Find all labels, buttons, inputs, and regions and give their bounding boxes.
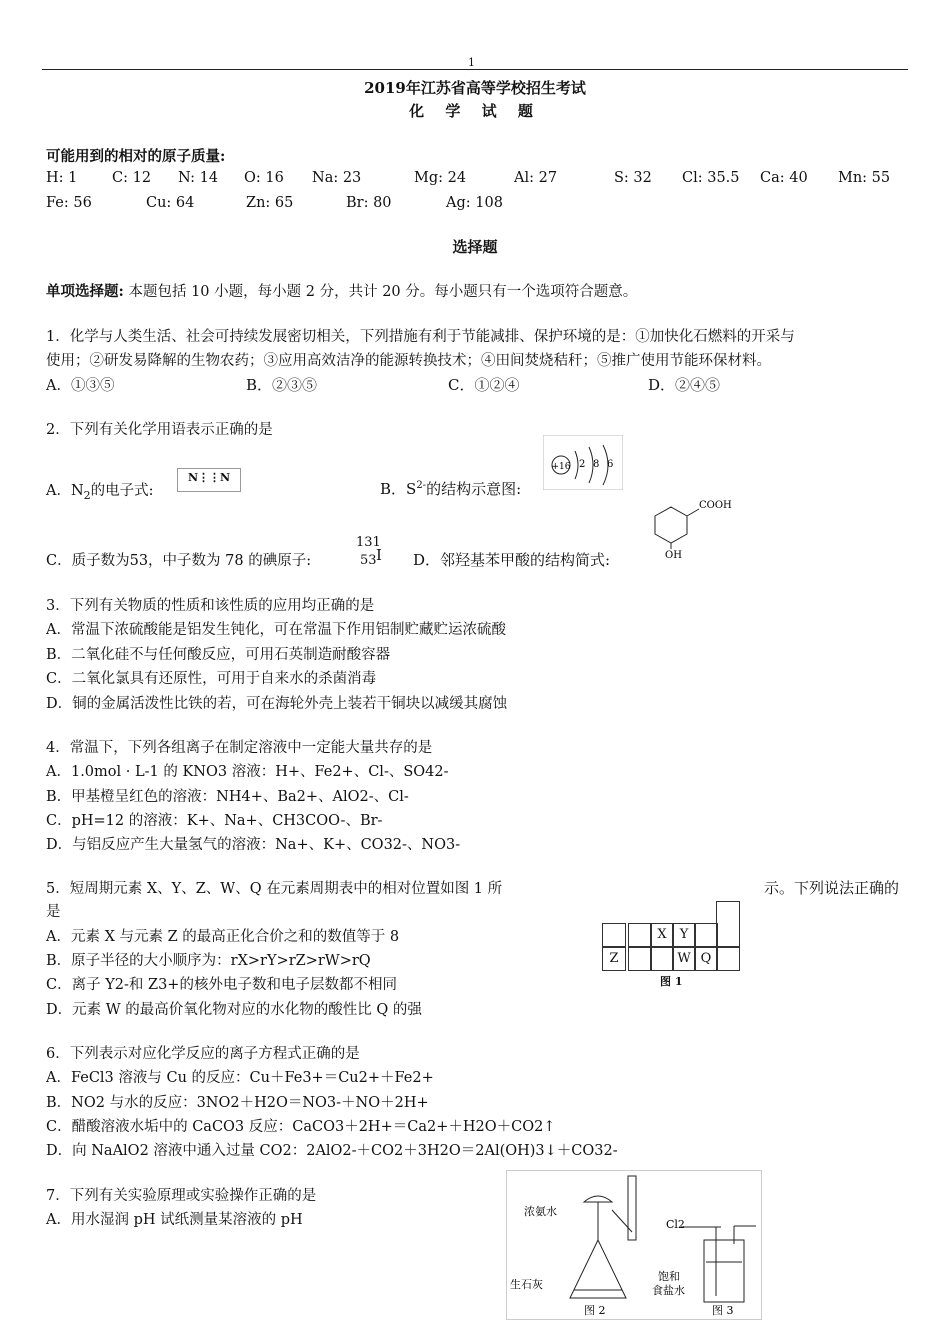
- atomic-mass-entry: C: 12: [112, 170, 152, 186]
- q3-option-a: A．常温下浓硫酸能是铝发生钝化，可在常温下作用铝制贮藏贮运浓硫酸: [46, 622, 506, 638]
- atomic-mass-entry: Al: 27: [514, 170, 558, 186]
- cell-z: Z: [602, 947, 626, 971]
- single-choice-desc: 本题包括 10 小题，每小题 2 分，共计 20 分。每小题只有一个选项符合题意。: [128, 284, 638, 300]
- q3-option-d: D．铜的金属活泼性比铁的若，可在海轮外壳上装若干铜块以减缓其腐蚀: [46, 696, 508, 712]
- q2-a-suffix: 的电子式:: [90, 483, 154, 499]
- q5-option-c: C．离子 Y2-和 Z3+的核外电子数和电子层数都不相同: [46, 977, 397, 993]
- q3-option-c: C．二氧化氯具有还原性，可用于自来水的杀菌消毒: [46, 671, 377, 687]
- fig2-bottom-label: 生石灰: [510, 1278, 543, 1291]
- q4-option-d: D．与铝反应产生大量氢气的溶液：Na+、K+、CO32-、NO3-: [46, 837, 461, 853]
- q1-option-c: C．①②④: [448, 376, 520, 394]
- q6-option-b: B．NO2 与水的反应：3NO2＋H2O＝NO3-＋NO＋2H+: [46, 1095, 429, 1111]
- atomic-mass-entry: Zn: 65: [246, 195, 294, 211]
- q5-stem-left: 5．短周期元素 X、Y、Z、W、Q 在元素周期表中的相对位置如图 1 所: [46, 881, 503, 897]
- q2-b-sup: 2-: [416, 480, 427, 491]
- atomic-mass-entry: Cl: 35.5: [682, 170, 740, 186]
- cell-x: X: [650, 923, 674, 947]
- header-rule: [42, 69, 908, 70]
- iodine-mass-number: 131: [356, 535, 381, 550]
- atomic-mass-entry: S: 32: [614, 170, 652, 186]
- experiment-figures-2-3: [506, 1170, 762, 1320]
- periodic-table-figure: [580, 893, 750, 990]
- q5-option-a: A．元素 X 与元素 Z 的最高正化合价之和的数值等于 8: [46, 929, 400, 945]
- diagram-nucleus: +16: [551, 462, 571, 472]
- iodine-atomic-number: 53: [360, 553, 377, 568]
- atomic-mass-entry: Mn: 55: [838, 170, 891, 186]
- shell-1: 2: [579, 459, 586, 470]
- q4-stem: 4．常温下，下列各组离子在制定溶液中一定能大量共存的是: [46, 740, 433, 756]
- q6-option-a: A．FeCl3 溶液与 Cu 的反应：Cu＋Fe3+＝Cu2+＋Fe2+: [46, 1070, 434, 1086]
- salicylic-acid-structure: [643, 495, 733, 560]
- q2-option-c: C．质子数为53，中子数为 78 的碘原子:: [46, 553, 312, 569]
- q6-option-c: C．醋酸溶液水垢中的 CaCO3 反应：CaCO3＋2H+＝Ca2+＋H2O＋CO2↑: [46, 1119, 556, 1135]
- cooh-label: COOH: [699, 500, 732, 511]
- exam-title: 2019年江苏省高等学校招生考试: [364, 79, 586, 97]
- figure1-caption: 图 1: [660, 975, 683, 988]
- q1-option-a: A．①③⑤: [46, 378, 115, 394]
- atomic-mass-entry: Mg: 24: [414, 170, 467, 186]
- q5-option-b: B．原子半径的大小顺序为：rX>rY>rZ>rW>rQ: [46, 953, 371, 969]
- n2-electron-formula: N⋮⋮N: [187, 471, 231, 484]
- cell-q: Q: [694, 947, 718, 971]
- single-choice-label: 单项选择题:: [46, 283, 124, 300]
- atomic-mass-entry: Cu: 64: [146, 195, 195, 211]
- fig2-top-label: 浓氨水: [524, 1205, 557, 1218]
- q1-option-b: B．②③⑤: [246, 376, 318, 394]
- atomic-mass-entry: Ca: 40: [760, 170, 808, 186]
- oh-label: OH: [665, 550, 682, 560]
- q4-option-b: B．甲基橙呈红色的溶液：NH4+、Ba2+、AlO2-、Cl-: [46, 789, 409, 805]
- q5-option-d: D．元素 W 的最高价氧化物对应的水化物的酸性比 Q 的强: [46, 1002, 422, 1018]
- q2-a-prefix: A．N: [46, 483, 84, 499]
- fig3-liquid-label-1: 饱和: [658, 1270, 680, 1283]
- q5-stem-line2: 是: [46, 904, 61, 920]
- q1-stem-line1: 1．化学与人类生活、社会可持续发展密切相关，下列措施有利于节能减排、保护环境的是：①加快化石燃料的开采与: [46, 329, 795, 345]
- fig2-caption: 图 2: [584, 1304, 606, 1317]
- fig3-gas-label: Cl2: [666, 1218, 685, 1231]
- q6-option-d: D．向 NaAlO2 溶液中通入过量 CO2：2AlO2-＋CO2＋3H2O＝2Al(OH)3↓＋CO32-: [46, 1143, 618, 1159]
- shell-3: 6: [607, 459, 614, 470]
- q5-stem-right: 示。下列说法正确的: [764, 879, 900, 897]
- atomic-mass-entry: O: 16: [244, 170, 284, 186]
- q2-option-a: [46, 479, 154, 502]
- q2-a-sub: 2: [83, 489, 91, 502]
- single-choice-instructions: [46, 280, 637, 301]
- section-title: 选择题: [452, 238, 498, 256]
- q3-stem: 3．下列有关物质的性质和该性质的应用均正确的是: [46, 598, 375, 614]
- atomic-mass-entry: Fe: 56: [46, 195, 92, 211]
- q2-b-prefix: B．S: [380, 480, 417, 498]
- atomic-mass-heading: 可能用到的相对的原子质量:: [46, 148, 226, 165]
- q2-option-d: D．邻羟基苯甲酸的结构简式:: [413, 551, 611, 569]
- shell-2: 8: [593, 459, 600, 470]
- sulfur-ion-structure-diagram: [543, 435, 623, 490]
- n2-electron-formula-image: [177, 468, 241, 492]
- q2-b-suffix: 的结构示意图:: [426, 480, 522, 498]
- q2-option-b: [380, 478, 521, 499]
- atomic-mass-entry: N: 14: [178, 170, 219, 186]
- subject-title: 化 学 试 题: [409, 102, 541, 120]
- cell-w: W: [672, 947, 696, 971]
- atomic-mass-entry: Na: 23: [312, 170, 362, 186]
- fig3-liquid-label-2: 食盐水: [652, 1284, 685, 1297]
- fig3-caption: 图 3: [712, 1304, 734, 1317]
- atomic-mass-entry: H: 1: [46, 170, 78, 186]
- cell-y: Y: [672, 923, 696, 947]
- q7-option-a: A．用水湿润 pH 试纸测量某溶液的 pH: [46, 1212, 303, 1228]
- page-number: 1: [468, 56, 475, 69]
- q7-stem: 7．下列有关实验原理或实验操作正确的是: [46, 1188, 317, 1204]
- atomic-mass-entry: Br: 80: [346, 195, 392, 211]
- atomic-mass-entry: Ag: 108: [446, 195, 503, 211]
- q3-option-b: B．二氧化硅不与任何酸反应，可用石英制造耐酸容器: [46, 647, 391, 663]
- q4-option-a: A．1.0mol · L-1 的 KNO3 溶液：H+、Fe2+、Cl-、SO42-: [46, 764, 449, 780]
- iodine-symbol: I: [376, 546, 382, 564]
- q1-option-d: D．②④⑤: [648, 376, 721, 394]
- q2-stem: 2．下列有关化学用语表示正确的是: [46, 422, 273, 438]
- q6-stem: 6．下列表示对应化学反应的离子方程式正确的是: [46, 1046, 360, 1062]
- q1-stem-line2: 使用；②研发易降解的生物农药；③应用高效洁净的能源转换技术；④田间焚烧秸秆；⑤推广使用节能环保材料。: [46, 353, 771, 369]
- q4-option-c: C．pH=12 的溶液：K+、Na+、CH3COO-、Br-: [46, 813, 383, 829]
